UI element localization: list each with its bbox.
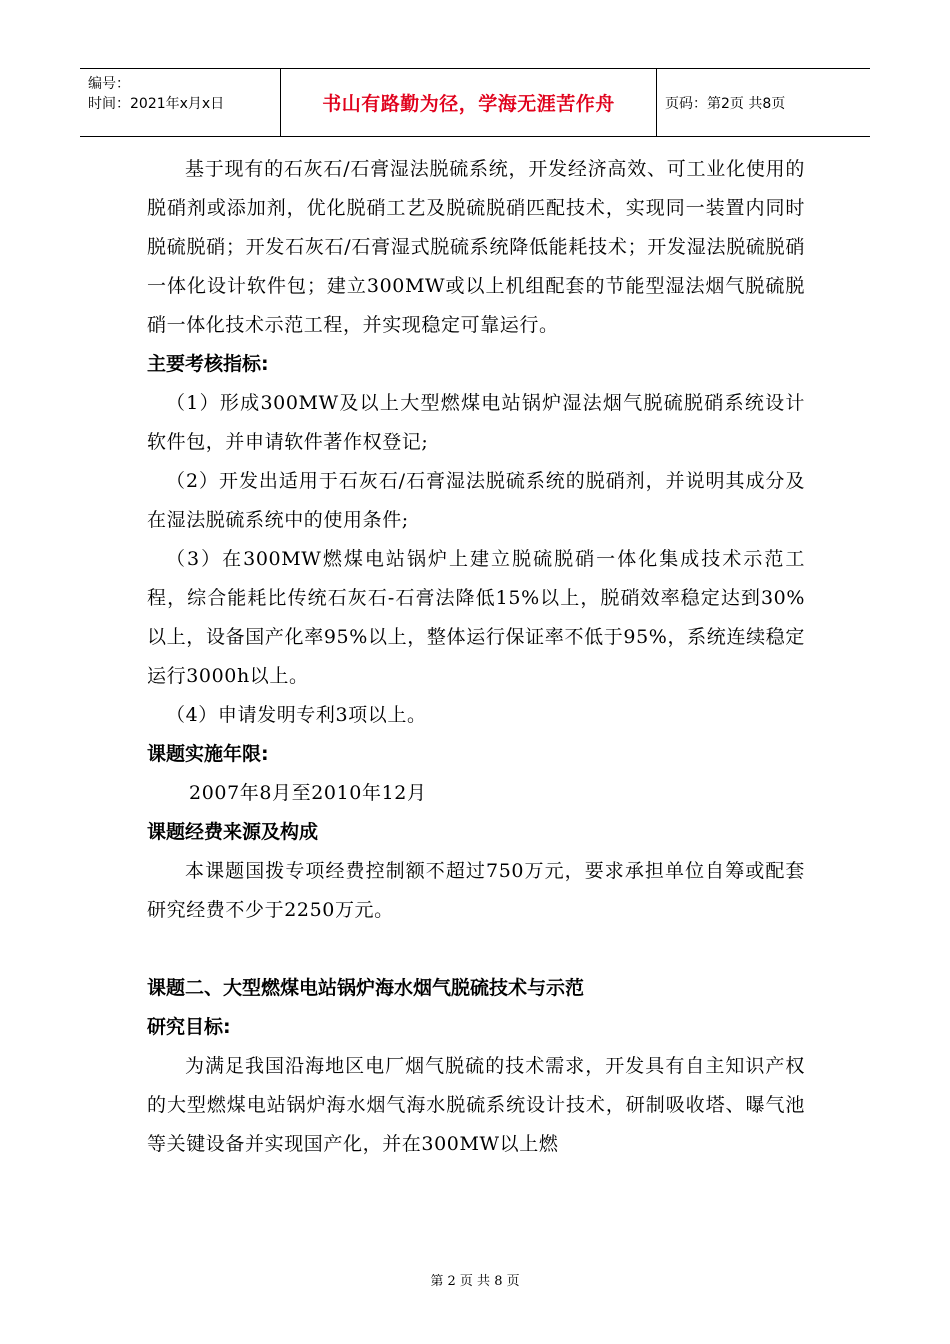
document-body [147, 150, 805, 1164]
heading-research-goal: 研究目标: [147, 1016, 231, 1038]
indicator-2: （2）开发出适用于石灰石/石膏湿法脱硫系统的脱硝剂，并说明其成分及在湿法脱硫系统中的使用条件; [147, 470, 805, 531]
paragraph-goals: 基于现有的石灰石/石膏湿法脱硫系统，开发经济高效、可工业化使用的脱硝剂或添加剂，优化脱硝工艺及脱硫脱硝匹配技术，实现同一装置内同时脱硫脱硝；开发石灰石/石膏湿式脱硫系统降低能耗技术；开发湿法脱硫脱硝一体化设计软件包；建立300MW或以上机组配套的节能型湿法烟气脱硫脱硝一体化技术示范工程，并实现稳定可靠运行。 [147, 158, 805, 336]
header-table [80, 68, 870, 137]
page-footer: 第 2 页 共 8 页 [430, 1274, 520, 1289]
header-motto-cell [281, 69, 657, 136]
heading-topic-two: 课题二、大型燃煤电站锅炉海水烟气脱硫技术与示范 [147, 977, 585, 999]
heading-funding: 课题经费来源及构成 [147, 821, 319, 843]
indicator-1: （1）形成300MW及以上大型燃煤电站锅炉湿法烟气脱硫脱硝系统设计软件包，并申请软件著作权登记; [147, 392, 805, 453]
heading-key-indicators: 主要考核指标: [147, 353, 269, 375]
indicator-3: （3）在300MW燃煤电站锅炉上建立脱硫脱硝一体化集成技术示范工程，综合能耗比传统石灰石-石膏法降低15%以上，脱硝效率稳定达到30%以上，设备国产化率95%以上，整体运行保证率不低于95%，系统连续稳定运行3000h以上。 [147, 548, 805, 687]
motto-text: 书山有路勤为径，学海无涯苦作舟 [322, 93, 615, 115]
page-code: 页码：第2页 共8页 [665, 95, 786, 112]
blank-line [147, 930, 805, 969]
header-info-cell [80, 69, 281, 136]
funding-text: 本课题国拨专项经费控制额不超过750万元，要求承担单位自筹或配套研究经费不少于2250万元。 [147, 860, 805, 921]
paragraph-research-goal: 为满足我国沿海地区电厂烟气脱硫的技术需求，开发具有自主知识产权的大型燃煤电站锅炉海水烟气海水脱硫系统设计技术，研制吸收塔、曝气池等关键设备并实现国产化，并在300MW以上燃 [147, 1055, 805, 1155]
indicator-4: （4）申请发明专利3项以上。 [166, 704, 427, 726]
period-text: 2007年8月至2010年12月 [189, 782, 427, 804]
document-time: 时间：2021年x月x日 [88, 96, 225, 112]
heading-period: 课题实施年限: [147, 743, 269, 765]
document-number: 编号： [88, 76, 130, 92]
